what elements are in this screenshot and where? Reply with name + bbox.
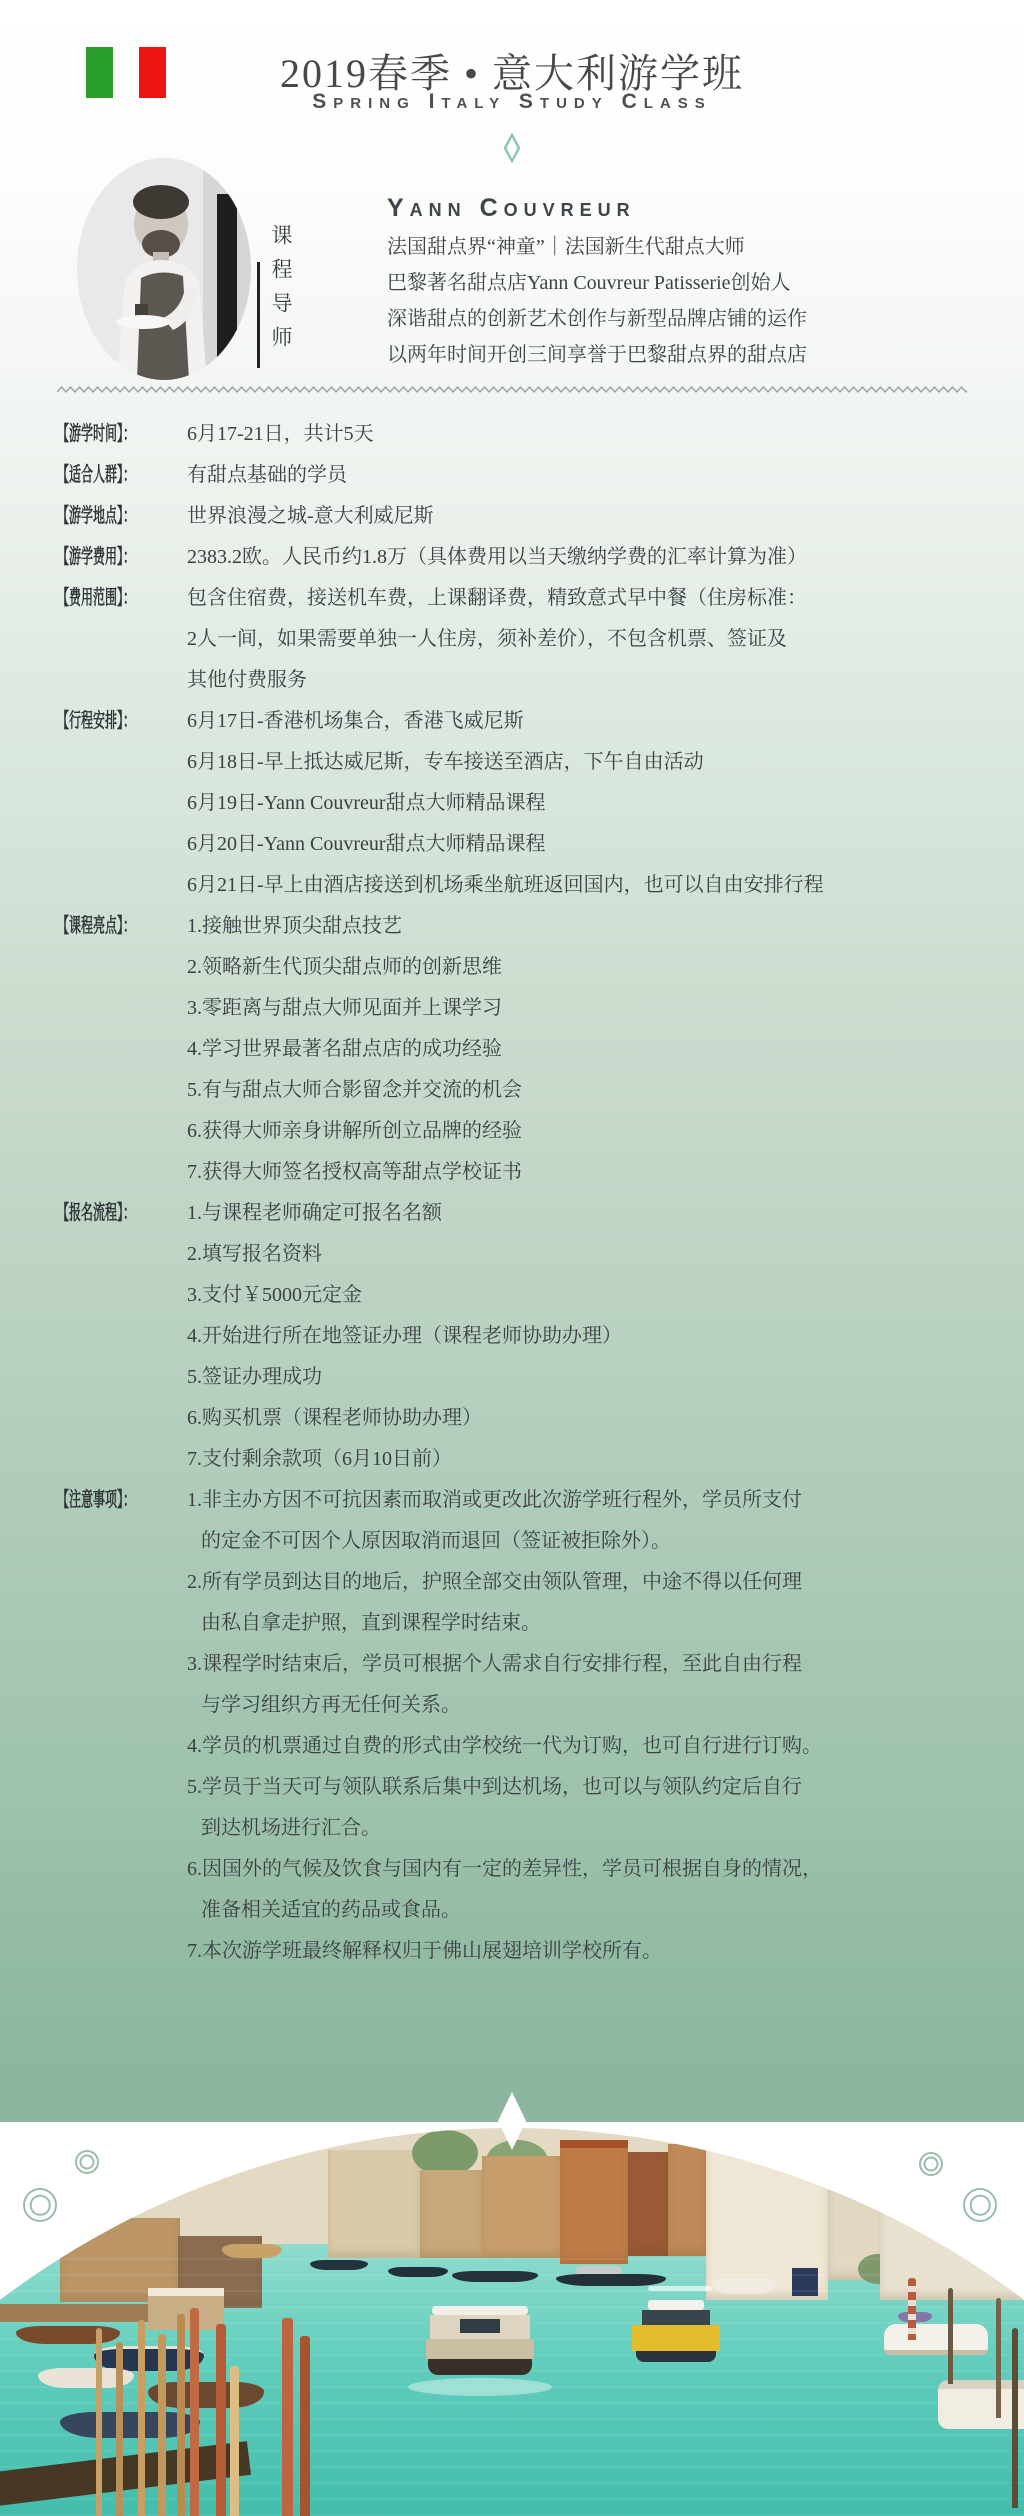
building	[420, 2170, 482, 2258]
section-line: 6月20日-Yann Couvreur甜点大师精品课程	[187, 833, 546, 855]
section-line: 7.支付剩余款项（6月10日前）	[187, 1448, 452, 1470]
section-content	[187, 414, 987, 455]
red-mooring-pole	[216, 2324, 226, 2516]
section-line: 2.领略新生代顶尖甜点师的创新思维	[187, 956, 502, 978]
section-line: 3.零距离与甜点大师见面并上课学习	[187, 997, 502, 1019]
section-line: 6月18日-早上抵达威尼斯，专车接送至酒店，下午自由活动	[187, 751, 704, 773]
section-line: 6.因国外的气候及饮食与国内有一定的差异性，学员可根据自身的情况，	[187, 1858, 822, 1880]
section-line: 由私自拿走护照，直到课程学时结束。	[201, 1612, 541, 1634]
boat-wake	[648, 2286, 712, 2291]
section-content	[187, 537, 987, 578]
gondola	[556, 2274, 666, 2286]
section-label: 【游学地点】：	[57, 505, 135, 527]
section-label: 【课程亮点】：	[57, 915, 135, 937]
instructor-name: Yann Couvreur	[387, 194, 636, 222]
section-line: 6月21日-早上由酒店接送到机场乘坐航班返回国内，也可以自由安排行程	[187, 874, 824, 896]
info-section	[57, 537, 987, 578]
building	[628, 2152, 668, 2256]
section-content	[187, 455, 987, 496]
section-label: 【报名流程】：	[57, 1202, 135, 1224]
mooring-pole	[138, 2320, 145, 2516]
info-section	[57, 496, 987, 537]
dock	[0, 2304, 150, 2322]
section-line: 准备相关适宜的药品或食品。	[201, 1899, 461, 1921]
section-line: 2人一间，如果需要单独一人住房，须补差价），不包含机票、签证及	[187, 628, 787, 650]
venice-canal-photo	[0, 2128, 1024, 2516]
section-content	[187, 496, 987, 537]
instructor-role-label: 课程导师	[269, 224, 293, 360]
section-content	[187, 906, 987, 1193]
section-label: 【游学时间】：	[57, 423, 135, 445]
building	[560, 2140, 628, 2264]
section-content	[187, 1480, 987, 1972]
section-line: 2.所有学员到达目的地后，护照全部交由领队管理，中途不得以任何理	[187, 1571, 802, 1593]
section-line: 4.学员的机票通过自费的形式由学校统一代为订购，也可自行进行订购。	[187, 1735, 822, 1757]
red-mooring-pole	[190, 2308, 199, 2516]
section-line: 5.签证办理成功	[187, 1366, 322, 1388]
page-title: 2019春季 • 意大利游学班	[279, 51, 744, 96]
section-line: 4.开始进行所在地签证办理（课程老师协助办理）	[187, 1325, 622, 1347]
gondola	[452, 2271, 538, 2282]
info-section	[57, 1193, 987, 1480]
mooring-pole	[177, 2314, 185, 2516]
section-label: 【注意事项】：	[57, 1489, 135, 1511]
striped-mooring-pole	[908, 2278, 916, 2340]
section-label: 【适合人群】：	[57, 464, 135, 486]
section-line: 与学习组织方再无任何关系。	[201, 1694, 461, 1716]
venice-photo-section	[0, 2122, 1024, 2516]
mooring-pole	[1012, 2328, 1018, 2508]
info-section	[57, 1480, 987, 1972]
building	[328, 2150, 420, 2258]
instructor-photo	[77, 158, 251, 380]
section-content	[187, 578, 987, 701]
section-line: 6.购买机票（课程老师协助办理）	[187, 1407, 482, 1429]
gondola	[388, 2267, 448, 2277]
section-line: 6月17日-香港机场集合，香港飞威尼斯	[187, 710, 524, 732]
red-mooring-pole	[300, 2336, 310, 2516]
cabin-boat	[148, 2288, 224, 2330]
section-label: 【行程安排】：	[57, 710, 135, 732]
instructor-line: 以两年时间开创三间享誉于巴黎甜点界的甜点店	[387, 344, 807, 366]
info-section	[57, 414, 987, 455]
boat	[222, 2244, 282, 2258]
section-line: 3.支付￥5000元定金	[187, 1284, 362, 1306]
instructor-line: 深谐甜点的创新艺术创作与新型品牌店铺的运作	[387, 308, 807, 330]
mooring-pole	[230, 2366, 239, 2516]
section-line: 6.获得大师亲身讲解所创立品牌的经验	[187, 1120, 522, 1142]
mooring-pole	[996, 2298, 1001, 2418]
section-line: 世界浪漫之城-意大利威尼斯	[187, 505, 434, 527]
section-line: 4.学习世界最著名甜点店的成功经验	[187, 1038, 502, 1060]
page-subtitle: Spring Italy Study Class	[312, 90, 712, 113]
section-line: 6月17-21日，共计5天	[187, 423, 374, 445]
info-section	[57, 701, 987, 906]
section-line: 5.有与甜点大师合影留念并交流的机会	[187, 1079, 522, 1101]
section-line: 1.接触世界顶尖甜点技艺	[187, 915, 402, 937]
section-line: 的定金不可因个人原因取消而退回（签证被拒除外）。	[201, 1530, 671, 1552]
section-label: 【游学费用】：	[57, 546, 135, 568]
section-content	[187, 701, 987, 906]
instructor-lines	[387, 229, 807, 373]
building	[482, 2156, 560, 2258]
water-taxi-boat	[628, 2300, 722, 2390]
instructor-line: 巴黎著名甜点店Yann Couvreur Patisserie创始人	[387, 272, 791, 294]
section-line: 5.学员于当天可与领队联系后集中到达机场，也可以与领队约定后自行	[187, 1776, 802, 1798]
red-mooring-pole	[282, 2318, 293, 2516]
building	[668, 2144, 706, 2256]
section-line: 2383.2欧。人民币约1.8万（具体费用以当天缴纳学费的汇率计算为准）	[187, 546, 807, 568]
mooring-pole	[116, 2342, 123, 2516]
info-section	[57, 906, 987, 1193]
info-section	[57, 455, 987, 496]
venice-scene	[0, 2128, 1024, 2516]
mooring-pole	[948, 2288, 953, 2384]
diamond-icon	[503, 133, 521, 168]
instructor-line: 法国甜点界“神童”｜法国新生代甜点大师	[387, 236, 745, 258]
section-line: 7.本次游学班最终解释权归于佛山展翅培训学校所有。	[187, 1940, 662, 1962]
info-section	[57, 578, 987, 701]
vaporetto-boat	[426, 2306, 534, 2416]
section-line: 包含住宿费，接送机车费，上课翻译费，精致意式早中餐（住房标准：	[187, 587, 807, 609]
section-line: 到达机场进行汇合。	[201, 1817, 381, 1839]
boat	[16, 2326, 120, 2344]
diamond-white-icon	[496, 2092, 528, 2155]
wavy-divider	[57, 382, 967, 392]
sections	[57, 414, 987, 1972]
section-line: 2.填写报名资料	[187, 1243, 322, 1265]
speedboat	[712, 2278, 776, 2294]
mooring-pole	[96, 2328, 102, 2516]
motorboat	[884, 2324, 988, 2355]
section-label: 【费用范围】：	[57, 587, 135, 609]
section-line: 其他付费服务	[187, 669, 307, 691]
section-content	[187, 1193, 987, 1480]
section-line: 3.课程学时结束后，学员可根据个人需求自行安排行程，至此自由行程	[187, 1653, 802, 1675]
section-line: 1.与课程老师确定可报名名额	[187, 1202, 442, 1224]
section-line: 有甜点基础的学员	[187, 464, 347, 486]
mooring-pole	[158, 2334, 166, 2516]
section-line: 1.非主办方因不可抗因素而取消或更改此次游学班行程外，学员所支付	[187, 1489, 802, 1511]
section-line: 7.获得大师签名授权高等甜点学校证书	[187, 1161, 522, 1183]
section-line: 6月19日-Yann Couvreur甜点大师精品课程	[187, 792, 546, 814]
vertical-divider	[257, 262, 260, 368]
gondola	[310, 2260, 368, 2270]
